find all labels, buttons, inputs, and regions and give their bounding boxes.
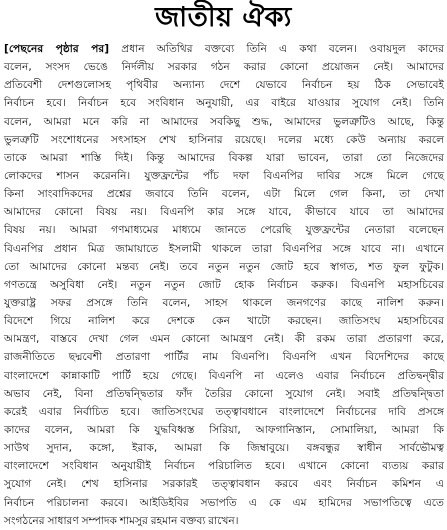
- article-line: করেই এবার নির্বাচিত হবে। জাতিসংঘের তত্ত্বাবধানে বাংলাদেশে নির্বাচনের দাবি প্রসঙ্গে: [4, 405, 444, 418]
- article-line: কাদের বলেন, আমরা কি যুদ্ধবিধ্বস্ত সিরিয়া, আফগানিস্তান, সোমালিয়া, আমরা কি: [4, 423, 444, 436]
- article-line-text: প্রধান অতিথির বক্তব্যে তিনি এ কথা বলেন। ওবায়দুল কাদের: [121, 43, 444, 55]
- article-line: সুযোগ নেই। শেখ হাসিনার সরকারই তত্ত্বাবধান করবে এবং নির্বাচন কমিশন এ: [4, 478, 444, 491]
- article-line: অভাব নেই, বিনা প্রতিদ্বন্দ্বিতার ফাঁদ তৈরির কোনো সুযোগ নেই। সবাই প্রতিদ্বন্দ্বিতা: [4, 387, 444, 400]
- article-line: রাজনীতিতে ছদ্মবেশী প্রতারণা পার্টির নাম বিএনপি। বিএনপি এখন বিদেশিদের কাছে: [4, 351, 444, 364]
- article-line: সাউথ সুদান, কঙ্গো, ইরাক, আমরা কি জিম্বাবুয়ে। বঙ্গবন্ধুর স্বাধীন সার্বভৌমত্ব: [4, 442, 444, 455]
- article-line: সংগঠনের সাধারণ সম্পাদক শামসুর রহমান বক্তব্য রাখেন।: [4, 514, 239, 527]
- article-line: আমন্ত্রণ, বাস্তবে দেখা গেল এমন কোনো আমন্ত্রণ নেই। কী রকম তারা প্রতারণা করে,: [4, 333, 444, 346]
- article-line: লোকদের শাসন করেননি। যুক্তফ্রন্টের পাঁচ দফা বিএনপির দাবির সঙ্গে মিলে গেছে: [4, 169, 444, 182]
- article-line: আমাদের কোনো বিষয় নয়। বিএনপি কার সঙ্গে যাবে, কীভাবে যাবে তা আমাদের: [4, 206, 444, 219]
- article-line: বিএনপির প্রধান মিত্র জামায়াতে ইসলামী থাকলে তারা বিএনপির সঙ্গে যাবে না। এখানে: [4, 242, 444, 255]
- headline: জাতীয় ঐক্য: [155, 2, 292, 33]
- article-line: তো আমাদের কোনো মন্তব্য নেই। তবে নতুন নতুন জোট হবে স্বাগত, শত ফুল ফুটুক।: [4, 260, 444, 273]
- article-line: [4, 40, 444, 58]
- article-line: ভুলত্রুটি সংশোধনের সৎসাহস শেখ হাসিনার রয়েছে। দলের মধ্যে কেউ অন্যায় করলে: [4, 133, 444, 146]
- article-line: নির্বাচন হবে। নির্বাচন হবে সংবিধান অনুযায়ী, এর বাইরে যাওয়ার সুযোগ নেই। তিনি: [4, 97, 444, 110]
- article-line: বিদেশে গিয়ে নালিশ করে দেশকে কেন খাটো করছেন। জাতিসংঘ মহাসচিবের: [4, 315, 444, 328]
- article-line: বাংলাদেশে কান্নাকাটি পার্টি হয়ে গেছে। বিএনপি না এলেও এবার নির্বাচনে প্রতিদ্বন্দ্বীর: [4, 369, 444, 382]
- article-line: গণতন্ত্রে অসুবিধা নেই। নতুন নতুন জোট হোক নির্বাচন করুক। বিএনপি মহাসচিবের: [4, 278, 444, 291]
- article-body: [4, 40, 444, 530]
- article-line: বলেন, সংসদ ভেঙে নির্দলীয় সরকার গঠন করার কোনো প্রয়োজন নেই। আমাদের: [4, 61, 444, 74]
- article-line: বিষয় নয়। আমরা গণমাধ্যমের মাধ্যমে জানতে পেরেছি যুক্তফ্রন্টের নেতারা বলেছেন: [4, 224, 444, 237]
- continuation-label: [পেছনের পৃষ্ঠার পর]: [4, 43, 110, 55]
- article-line: কিনা সাংবাদিকদের প্রশ্নের জবাবে তিনি বলেন, এটা মিলে গেল কিনা, তা দেখা: [4, 188, 444, 201]
- article-line: তাকে আমরা শাস্তি দিই। কিন্তু আমাদের বিকল্প যারা ভাবেন, তারা তো নিজেদের: [4, 151, 444, 164]
- article-line: প্রতিবেশী দেশগুলোসহ পৃথিবীর অন্যান্য দেশে যেভাবে নির্বাচন হয় ঠিক সেভাবেই: [4, 79, 444, 92]
- article-line: যুক্তরাষ্ট্র সফর প্রসঙ্গে তিনি বলেন, সাহস থাকলে জনগণের কাছে নালিশ করুন।: [4, 296, 444, 309]
- article-line: নির্বাচন পরিচালনা করবে। আইডিইবির সভাপতি এ কে এম হামিদের সভাপতিত্বে এতে: [4, 496, 444, 509]
- article-line: বলেন, আমরা মনে করি না আমাদের সবকিছু শুদ্ধ, আমাদের ভুলত্রুটিও আছে, কিন্তু: [4, 115, 444, 128]
- article-line: বাংলাদেশে সংবিধান অনুযায়ীই নির্বাচন পরিচালিত হবে। এখানে কোনো ব্যত্যয় করার: [4, 460, 444, 473]
